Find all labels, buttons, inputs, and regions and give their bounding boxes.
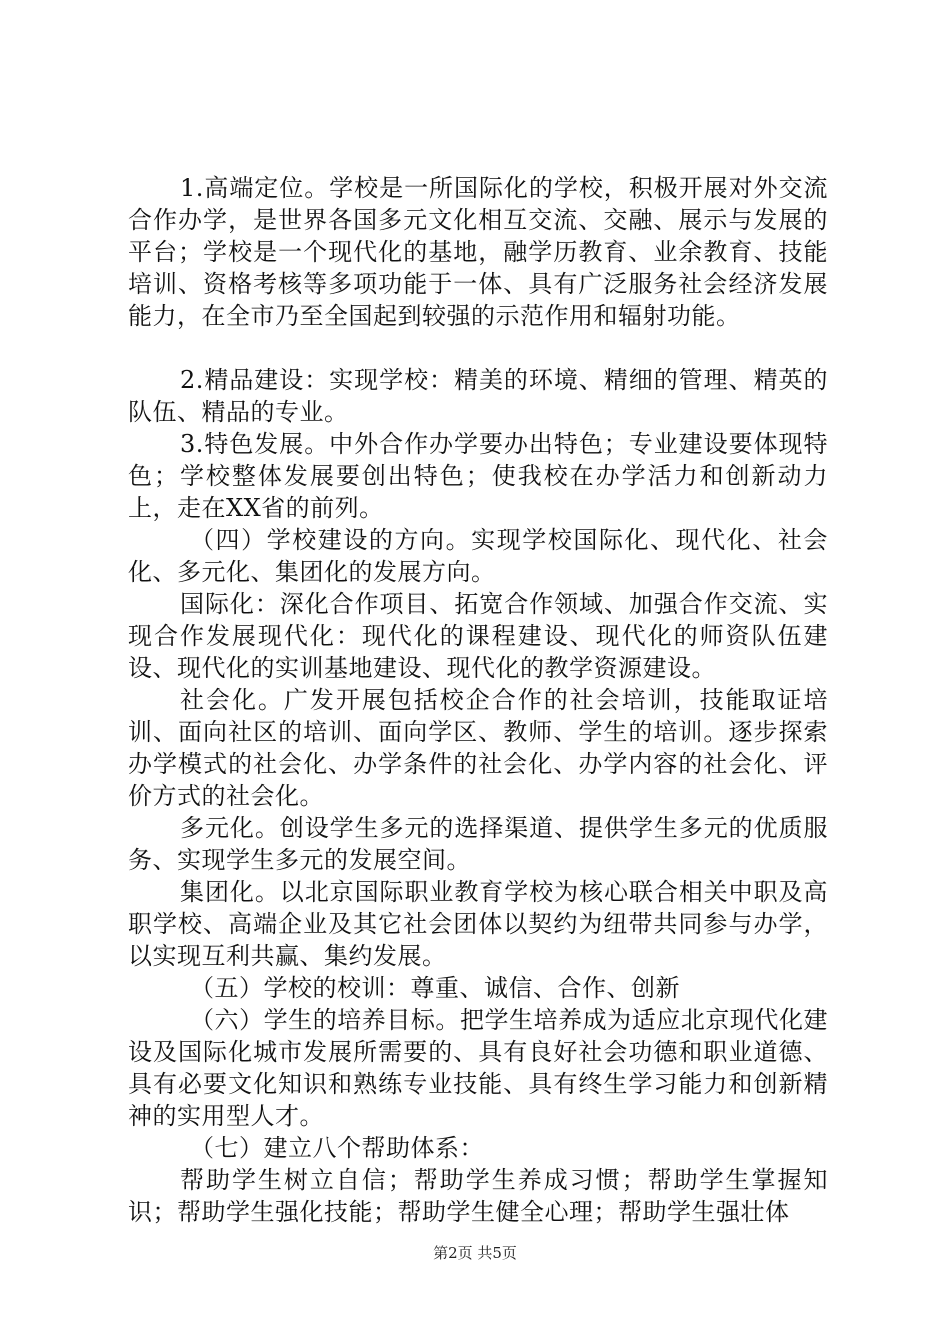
paragraph-school-motto: （五）学校的校训：尊重、诚信、合作、创新 bbox=[190, 974, 680, 1002]
paragraph-groupization: 集团化。以北京国际职业教育学校为核心联合相关中职及高职学校、高端企业及其它社会团体以契约为纽带共同参与办学，以实现互利共赢、集约发展。 bbox=[128, 878, 828, 970]
paragraph-high-end-positioning: 1.高端定位。学校是一所国际化的学校，积极开展对外交流合作办学，是世界各国多元文化相互交流、交融、展示与发展的平台；学校是一个现代化的基地，融学历教育、业余教育、技能培训、资格考核等多项功能于一体、具有广泛服务社会经济发展能力，在全市乃至全国起到较强的示范作用和辐射功能。 bbox=[128, 174, 828, 330]
page-number-footer: 第2页 共5页 bbox=[433, 1244, 517, 1262]
paragraph-help-system-heading: （七）建立八个帮助体系： bbox=[190, 1134, 484, 1162]
document-body bbox=[128, 172, 828, 1228]
paragraph-quality-construction: 2.精品建设：实现学校：精美的环境、精细的管理、精英的队伍、精品的专业。 bbox=[128, 366, 828, 426]
paragraph-school-direction: （四）学校建设的方向。实现学校国际化、现代化、社会化、多元化、集团化的发展方向。 bbox=[128, 526, 828, 586]
paragraph-characteristic-development: 3.特色发展。中外合作办学要办出特色；专业建设要体现特色；学校整体发展要创出特色；使我校在办学活力和创新动力上，走在XX省的前列。 bbox=[128, 430, 828, 522]
paragraph-internationalization: 国际化：深化合作项目、拓宽合作领域、加强合作交流、实现合作发展现代化：现代化的课程建设、现代化的师资队伍建设、现代化的实训基地建设、现代化的教学资源建设。 bbox=[128, 590, 828, 682]
paragraph-help-system-list: 帮助学生树立自信；帮助学生养成习惯；帮助学生掌握知识；帮助学生强化技能；帮助学生健全心理；帮助学生强壮体 bbox=[128, 1166, 828, 1226]
paragraph-diversification: 多元化。创设学生多元的选择渠道、提供学生多元的优质服务、实现学生多元的发展空间。 bbox=[128, 814, 828, 874]
paragraph-training-goal: （六）学生的培养目标。把学生培养成为适应北京现代化建设及国际化城市发展所需要的、具有良好社会功德和职业道德、具有必要文化知识和熟练专业技能、具有终生学习能力和创新精神的实用型人才。 bbox=[128, 1006, 828, 1130]
paragraph-socialization: 社会化。广发开展包括校企合作的社会培训，技能取证培训、面向社区的培训、面向学区、教师、学生的培训。逐步探索办学模式的社会化、办学条件的社会化、办学内容的社会化、评价方式的社会化。 bbox=[128, 686, 828, 810]
